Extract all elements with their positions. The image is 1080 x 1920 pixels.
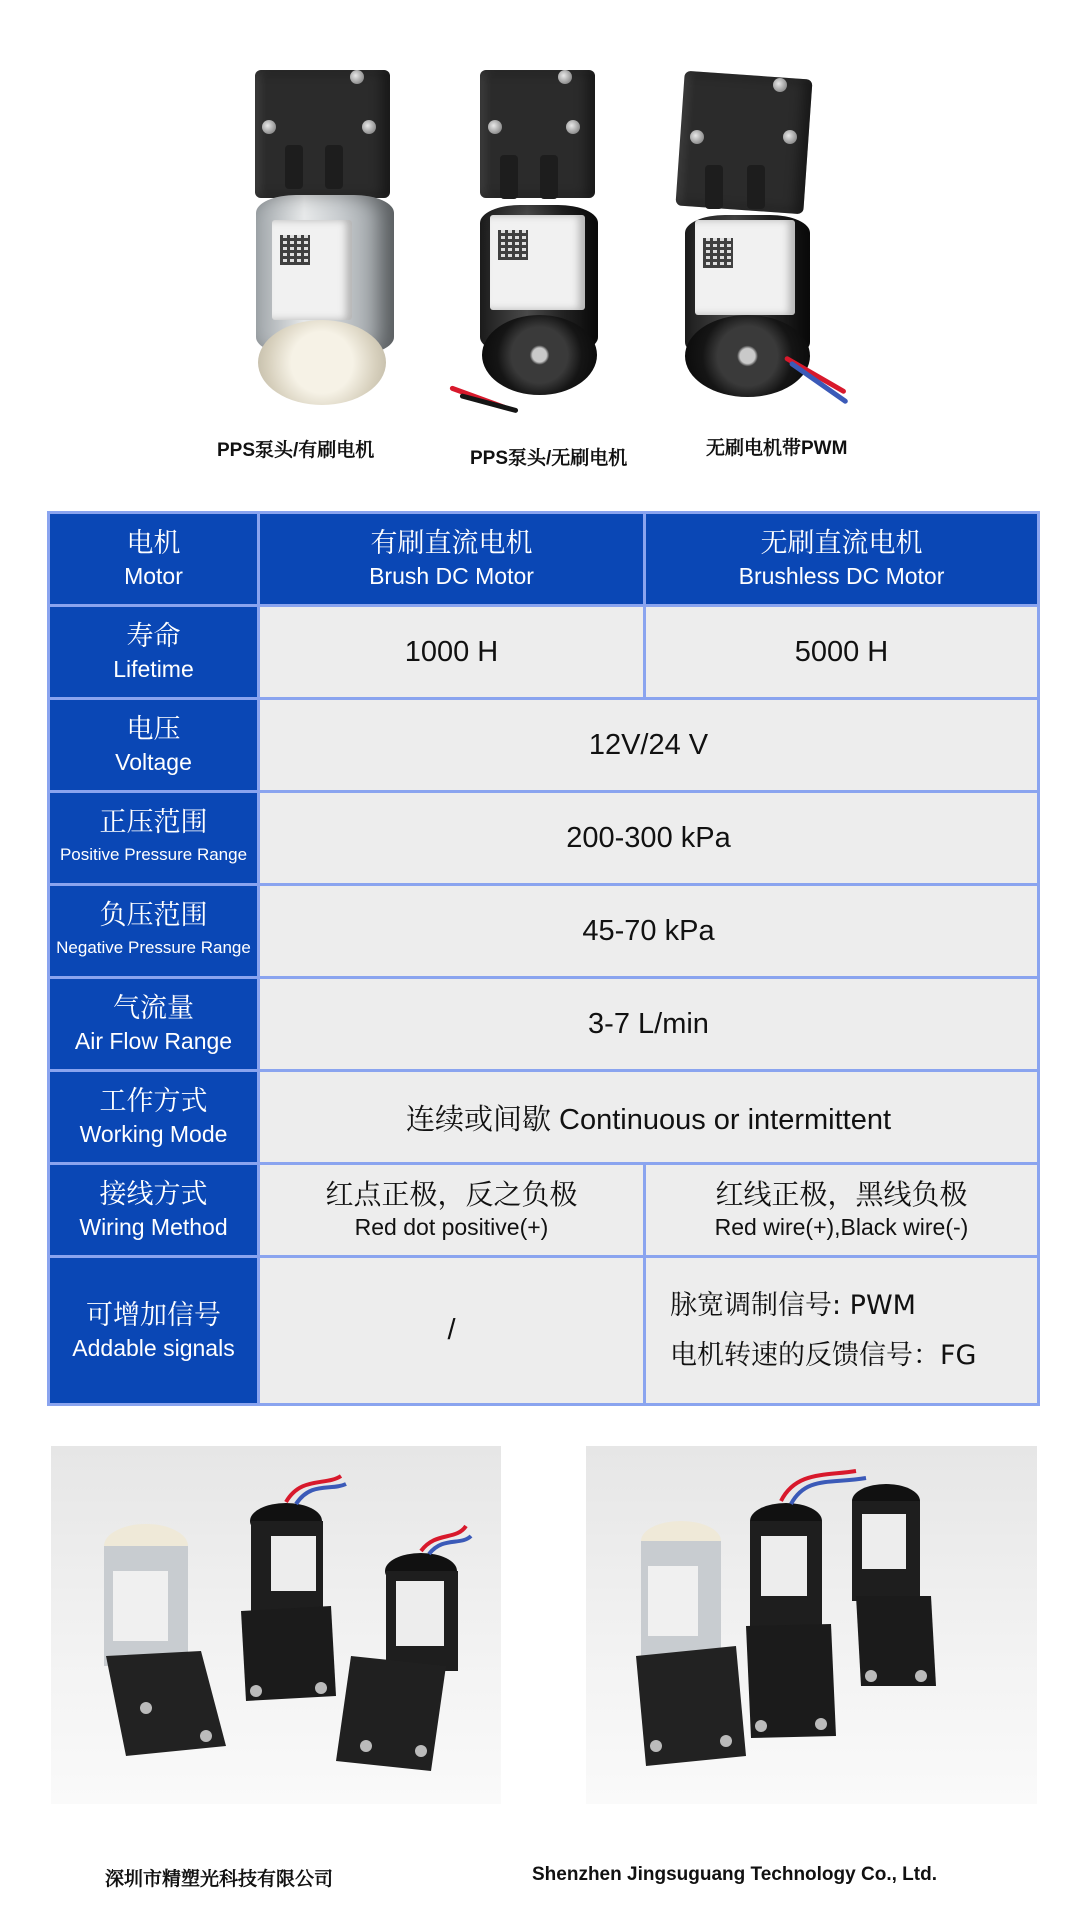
label-zh: 气流量 (113, 993, 194, 1024)
label-zh: 负压范围 (99, 900, 208, 931)
wiring-en: Red dot positive(+) (354, 1214, 549, 1240)
signal-fg-line: 电机转速的反馈信号：FG (670, 1339, 977, 1371)
row-label-wiring (49, 1164, 259, 1257)
pump-brushless-photo (470, 65, 610, 405)
row-label-air-flow (49, 978, 259, 1071)
header-zh: 有刷直流电机 (370, 528, 533, 559)
signals-brush-value: / (259, 1257, 645, 1405)
row-label-negative-pressure (49, 885, 259, 978)
row-label-motor (49, 513, 259, 606)
label-en: Addable signals (72, 1334, 235, 1361)
label-en: Lifetime (113, 656, 194, 682)
wiring-en: Red wire(+),Black wire(-) (714, 1214, 969, 1240)
label-en: Negative Pressure Range (56, 938, 251, 957)
wiring-brush-value (259, 1164, 645, 1257)
lifetime-brushless-value: 5000 H (645, 606, 1039, 699)
label-zh: 工作方式 (99, 1086, 208, 1117)
header-en: Brush DC Motor (369, 563, 534, 589)
label-zh: 可增加信号 (86, 1299, 221, 1331)
table-row-working-mode (49, 1071, 1039, 1164)
table-row-positive-pressure (49, 792, 1039, 885)
pump-group-photo-icon (51, 1446, 501, 1804)
table-header-row (49, 513, 1039, 606)
col-header-brush (259, 513, 645, 606)
row-label-voltage (49, 699, 259, 792)
bottom-photo-left (51, 1446, 501, 1804)
label-zh: 正压范围 (99, 807, 208, 838)
working-mode-value: 连续或间歇 Continuous or intermittent (259, 1071, 1039, 1164)
label-zh: 电压 (126, 714, 181, 745)
label-en: Working Mode (79, 1121, 228, 1147)
table-row-lifetime (49, 606, 1039, 699)
bottom-photo-right (586, 1446, 1037, 1804)
table-row-wiring (49, 1164, 1039, 1257)
voltage-value: 12V/24 V (259, 699, 1039, 792)
row-label-positive-pressure (49, 792, 259, 885)
caption-pps-brushed: PPS泵头/有刷电机 (217, 440, 375, 461)
label-zh: 接线方式 (99, 1179, 208, 1210)
spec-table (47, 511, 1040, 1406)
wiring-zh: 红点正极，反之负极 (325, 1178, 578, 1211)
air-flow-value: 3-7 L/min (259, 978, 1039, 1071)
row-label-signals (49, 1257, 259, 1405)
table-row-signals (49, 1257, 1039, 1405)
wiring-brushless-value (645, 1164, 1039, 1257)
caption-pps-brushless: PPS泵头/无刷电机 (470, 448, 628, 469)
pump-row-photo-icon (586, 1446, 1037, 1804)
negative-pressure-value: 45-70 kPa (259, 885, 1039, 978)
wiring-zh: 红线正极，黑线负极 (715, 1178, 968, 1211)
label-en: Air Flow Range (74, 1028, 233, 1054)
label-zh: 寿命 (126, 621, 181, 652)
label-en: Positive Pressure Range (59, 845, 248, 864)
label-en: Voltage (115, 749, 192, 775)
signals-brushless-value (645, 1257, 1039, 1405)
header-zh: 无刷直流电机 (760, 528, 923, 559)
row-label-working-mode (49, 1071, 259, 1164)
label-en: Motor (124, 563, 183, 589)
company-name-zh: 深圳市精塑光科技有限公司 (105, 1869, 334, 1890)
signal-pwm-line: 脉宽调制信号: PWM (670, 1289, 916, 1321)
pump-pwm-photo (665, 70, 825, 410)
pump-brushed-photo (250, 65, 400, 405)
top-product-photos (0, 0, 1080, 480)
company-name-en: Shenzhen Jingsuguang Technology Co., Ltd. (532, 1864, 937, 1885)
caption-brushless-pwm: 无刷电机带PWM (706, 438, 848, 459)
header-en: Brushless DC Motor (738, 563, 945, 589)
table-row-negative-pressure (49, 885, 1039, 978)
lifetime-brush-value: 1000 H (259, 606, 645, 699)
table-row-voltage (49, 699, 1039, 792)
col-header-brushless (645, 513, 1039, 606)
label-zh: 电机 (126, 528, 181, 559)
positive-pressure-value: 200-300 kPa (259, 792, 1039, 885)
label-en: Wiring Method (79, 1214, 228, 1240)
table-row-air-flow (49, 978, 1039, 1071)
row-label-lifetime (49, 606, 259, 699)
